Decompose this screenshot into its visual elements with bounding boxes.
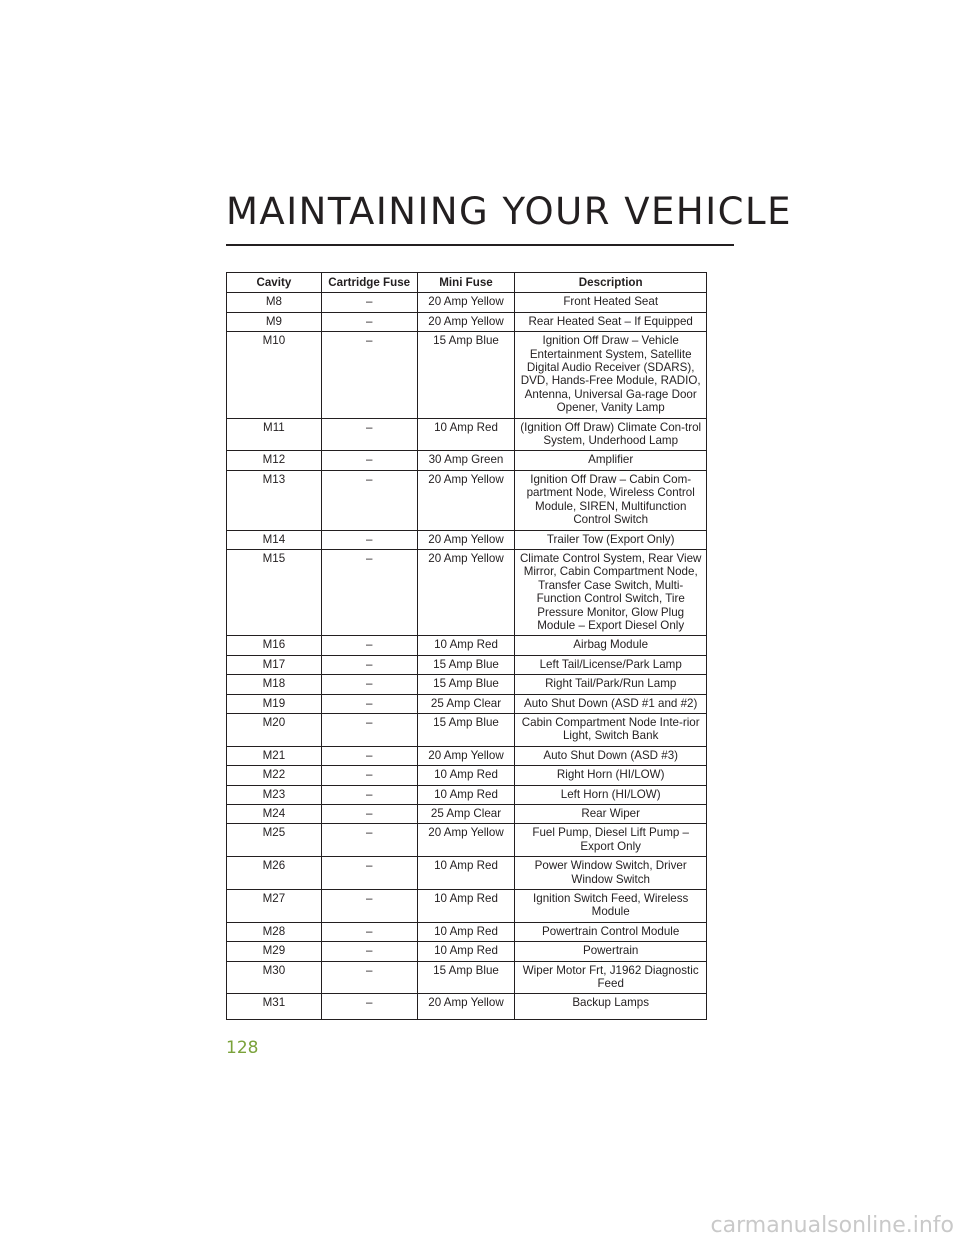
table-row xyxy=(227,312,707,331)
table-row xyxy=(227,418,707,451)
cell-cartridge-fuse: – xyxy=(321,942,417,961)
table-row xyxy=(227,805,707,824)
cell-description: Fuel Pump, Diesel Lift Pump – Export Only xyxy=(515,824,707,857)
table-row xyxy=(227,961,707,994)
cell-cavity: M26 xyxy=(227,857,322,890)
cell-description: Front Heated Seat xyxy=(515,293,707,312)
cell-mini-fuse: 20 Amp Yellow xyxy=(417,549,515,635)
cell-description: Ignition Switch Feed, Wireless Module xyxy=(515,890,707,923)
table-row xyxy=(227,636,707,655)
cell-mini-fuse: 10 Amp Red xyxy=(417,922,515,941)
cell-mini-fuse: 10 Amp Red xyxy=(417,942,515,961)
column-header-mini-fuse: Mini Fuse xyxy=(417,273,515,293)
cell-cavity: M12 xyxy=(227,451,322,470)
cell-cartridge-fuse: – xyxy=(321,655,417,674)
table-row xyxy=(227,293,707,312)
cell-cavity: M31 xyxy=(227,994,322,1020)
cell-cavity: M18 xyxy=(227,675,322,694)
table-row xyxy=(227,470,707,530)
cell-cavity: M13 xyxy=(227,470,322,530)
cell-mini-fuse: 20 Amp Yellow xyxy=(417,994,515,1020)
table-row xyxy=(227,922,707,941)
watermark: carmanualsonline.info xyxy=(710,1213,954,1238)
cell-mini-fuse: 15 Amp Blue xyxy=(417,675,515,694)
table-row xyxy=(227,655,707,674)
cell-cartridge-fuse: – xyxy=(321,961,417,994)
table-row xyxy=(227,942,707,961)
cell-mini-fuse: 20 Amp Yellow xyxy=(417,746,515,765)
cell-cavity: M25 xyxy=(227,824,322,857)
cell-cartridge-fuse: – xyxy=(321,332,417,418)
cell-mini-fuse: 20 Amp Yellow xyxy=(417,293,515,312)
table-row xyxy=(227,332,707,418)
cell-mini-fuse: 10 Amp Red xyxy=(417,418,515,451)
cell-cartridge-fuse: – xyxy=(321,636,417,655)
cell-cavity: M9 xyxy=(227,312,322,331)
cell-cartridge-fuse: – xyxy=(321,312,417,331)
cell-cavity: M11 xyxy=(227,418,322,451)
table-row xyxy=(227,713,707,746)
cell-cavity: M17 xyxy=(227,655,322,674)
cell-mini-fuse: 15 Amp Blue xyxy=(417,961,515,994)
cell-mini-fuse: 20 Amp Yellow xyxy=(417,530,515,549)
cell-cartridge-fuse: – xyxy=(321,805,417,824)
cell-description: Powertrain xyxy=(515,942,707,961)
cell-cavity: M20 xyxy=(227,713,322,746)
cell-description: Backup Lamps xyxy=(515,994,707,1020)
section-title: MAINTAINING YOUR VEHICLE xyxy=(226,190,792,233)
cell-cartridge-fuse: – xyxy=(321,694,417,713)
cell-cavity: M15 xyxy=(227,549,322,635)
column-header-description: Description xyxy=(515,273,707,293)
cell-mini-fuse: 15 Amp Blue xyxy=(417,332,515,418)
cell-mini-fuse: 10 Amp Red xyxy=(417,785,515,804)
table-row xyxy=(227,785,707,804)
cell-cartridge-fuse: – xyxy=(321,890,417,923)
table-row xyxy=(227,824,707,857)
title-rule xyxy=(226,244,734,246)
cell-mini-fuse: 10 Amp Red xyxy=(417,636,515,655)
cell-description: Right Horn (HI/LOW) xyxy=(515,766,707,785)
cell-description: Wiper Motor Frt, J1962 Diagnostic Feed xyxy=(515,961,707,994)
cell-description: Ignition Off Draw – Vehicle Entertainment System, Satellite Digital Audio Receiver (SDARS), DVD, Hands-Free Module, RADIO, Antenna, Universal Ga-rage Door Opener, Vanity Lamp xyxy=(515,332,707,418)
cell-mini-fuse: 10 Amp Red xyxy=(417,857,515,890)
cell-cartridge-fuse: – xyxy=(321,922,417,941)
cell-cavity: M24 xyxy=(227,805,322,824)
cell-description: Amplifier xyxy=(515,451,707,470)
table-row xyxy=(227,857,707,890)
fuse-table xyxy=(226,272,707,1020)
table-row xyxy=(227,451,707,470)
table-row xyxy=(227,746,707,765)
cell-mini-fuse: 20 Amp Yellow xyxy=(417,824,515,857)
cell-cavity: M27 xyxy=(227,890,322,923)
cell-mini-fuse: 15 Amp Blue xyxy=(417,713,515,746)
cell-mini-fuse: 15 Amp Blue xyxy=(417,655,515,674)
cell-description: Cabin Compartment Node Inte-rior Light, Switch Bank xyxy=(515,713,707,746)
cell-cavity: M22 xyxy=(227,766,322,785)
table-row xyxy=(227,994,707,1020)
table-row xyxy=(227,530,707,549)
cell-description: Left Horn (HI/LOW) xyxy=(515,785,707,804)
cell-cartridge-fuse: – xyxy=(321,857,417,890)
column-header-cartridge-fuse: Cartridge Fuse xyxy=(321,273,417,293)
cell-mini-fuse: 10 Amp Red xyxy=(417,890,515,923)
table-row xyxy=(227,766,707,785)
cell-cavity: M10 xyxy=(227,332,322,418)
cell-cartridge-fuse: – xyxy=(321,824,417,857)
cell-cartridge-fuse: – xyxy=(321,293,417,312)
cell-cartridge-fuse: – xyxy=(321,418,417,451)
cell-cavity: M28 xyxy=(227,922,322,941)
cell-description: Auto Shut Down (ASD #1 and #2) xyxy=(515,694,707,713)
cell-mini-fuse: 10 Amp Red xyxy=(417,766,515,785)
table-row xyxy=(227,694,707,713)
cell-cartridge-fuse: – xyxy=(321,470,417,530)
table-row xyxy=(227,549,707,635)
cell-mini-fuse: 20 Amp Yellow xyxy=(417,470,515,530)
cell-description: Ignition Off Draw – Cabin Com-partment Node, Wireless Control Module, SIREN, Multifunction Control Switch xyxy=(515,470,707,530)
cell-description: Right Tail/Park/Run Lamp xyxy=(515,675,707,694)
cell-cartridge-fuse: – xyxy=(321,530,417,549)
cell-description: Power Window Switch, Driver Window Switch xyxy=(515,857,707,890)
cell-cartridge-fuse: – xyxy=(321,713,417,746)
cell-cavity: M29 xyxy=(227,942,322,961)
cell-mini-fuse: 25 Amp Clear xyxy=(417,805,515,824)
cell-cartridge-fuse: – xyxy=(321,746,417,765)
table-row xyxy=(227,675,707,694)
column-header-cavity: Cavity xyxy=(227,273,322,293)
cell-mini-fuse: 30 Amp Green xyxy=(417,451,515,470)
cell-cartridge-fuse: – xyxy=(321,785,417,804)
cell-description: Rear Heated Seat – If Equipped xyxy=(515,312,707,331)
table-header-row xyxy=(227,273,707,293)
cell-description: Rear Wiper xyxy=(515,805,707,824)
cell-cartridge-fuse: – xyxy=(321,766,417,785)
cell-cavity: M21 xyxy=(227,746,322,765)
cell-description: Left Tail/License/Park Lamp xyxy=(515,655,707,674)
cell-cavity: M23 xyxy=(227,785,322,804)
cell-description: Powertrain Control Module xyxy=(515,922,707,941)
page-number: 128 xyxy=(226,1038,259,1058)
cell-cartridge-fuse: – xyxy=(321,549,417,635)
cell-mini-fuse: 20 Amp Yellow xyxy=(417,312,515,331)
table-row xyxy=(227,890,707,923)
cell-cartridge-fuse: – xyxy=(321,451,417,470)
cell-description: Climate Control System, Rear View Mirror, Cabin Compartment Node, Transfer Case Switch, Multi-Function Control Switch, Tire Pressure Monitor, Glow Plug Module – Export Diesel Only xyxy=(515,549,707,635)
cell-cavity: M14 xyxy=(227,530,322,549)
table-body xyxy=(227,293,707,1020)
cell-cavity: M8 xyxy=(227,293,322,312)
cell-cartridge-fuse: – xyxy=(321,675,417,694)
cell-cavity: M16 xyxy=(227,636,322,655)
cell-cavity: M19 xyxy=(227,694,322,713)
cell-description: Auto Shut Down (ASD #3) xyxy=(515,746,707,765)
cell-cartridge-fuse: – xyxy=(321,994,417,1020)
cell-description: Airbag Module xyxy=(515,636,707,655)
cell-cavity: M30 xyxy=(227,961,322,994)
cell-mini-fuse: 25 Amp Clear xyxy=(417,694,515,713)
cell-description: Trailer Tow (Export Only) xyxy=(515,530,707,549)
cell-description: (Ignition Off Draw) Climate Con-trol System, Underhood Lamp xyxy=(515,418,707,451)
